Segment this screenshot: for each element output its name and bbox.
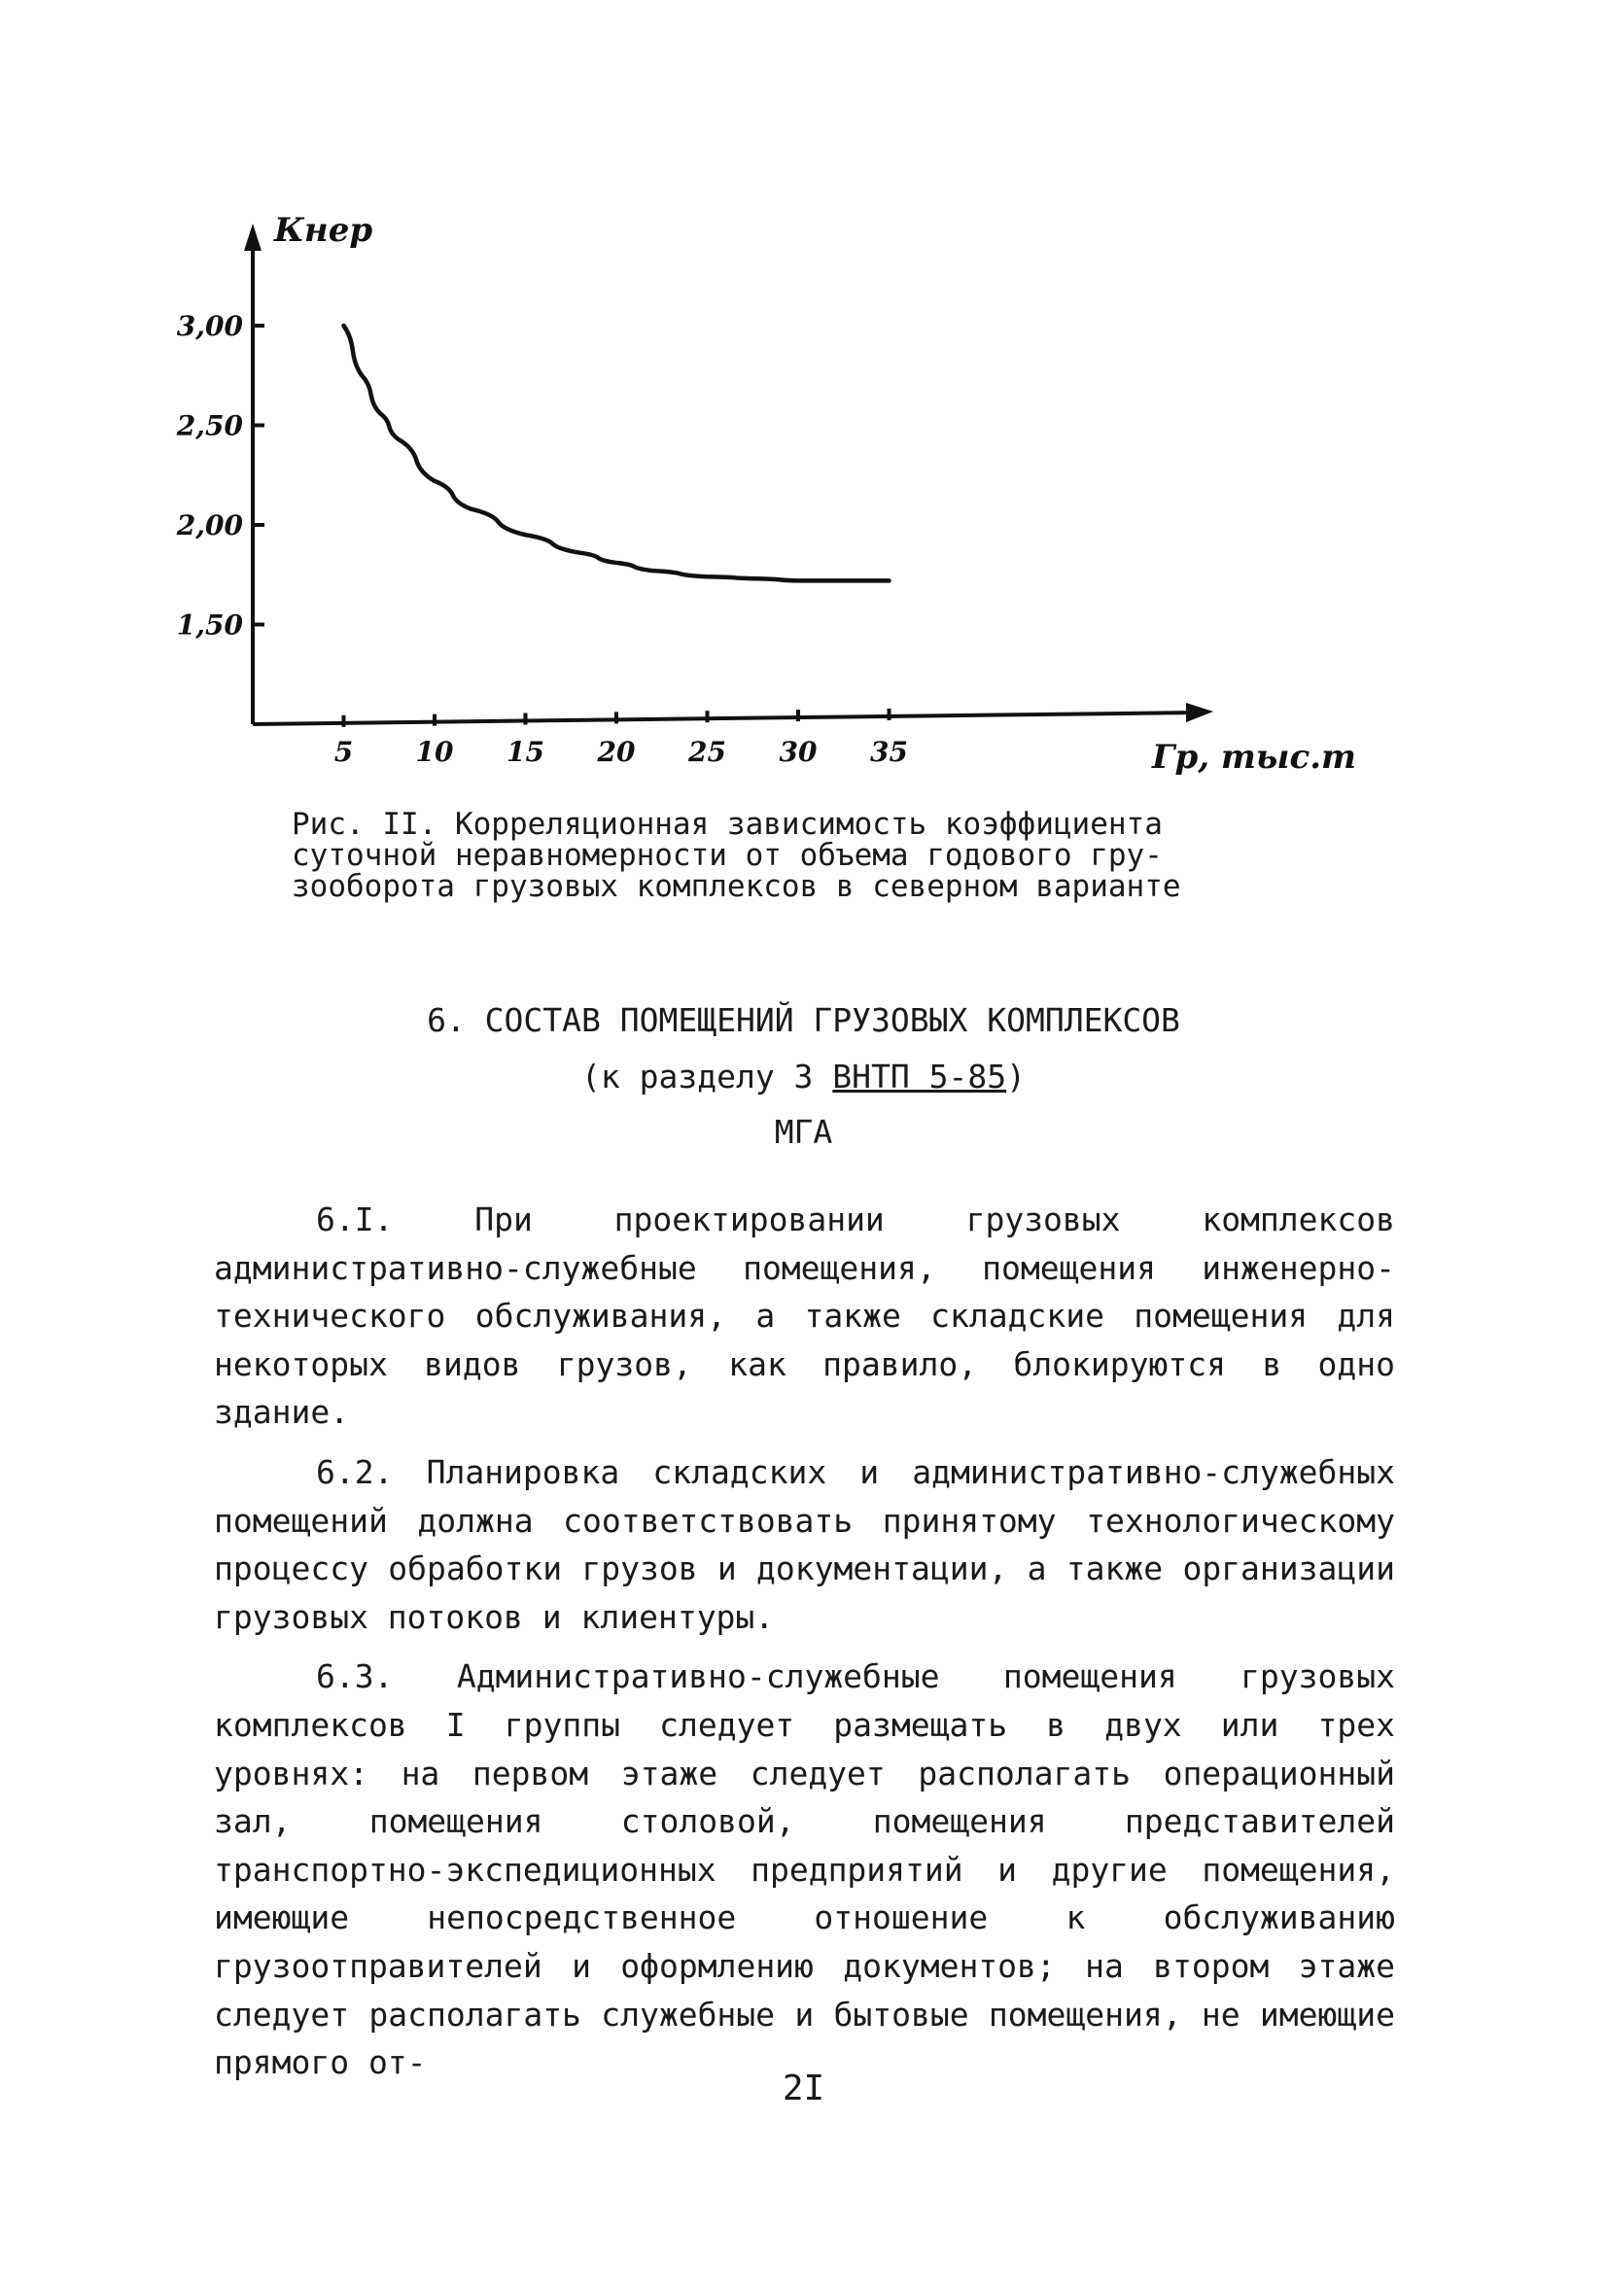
x-axis-line	[253, 713, 1196, 724]
x-tick-label: 15	[507, 736, 544, 768]
figure-caption: Рис. II. Корреляционная зависимость коэффициента суточной неравномерности от объема годового гру- зооборота грузовых комплексов в северном варианте	[292, 807, 1181, 904]
ref-suffix: )	[1006, 1058, 1026, 1096]
x-tick-label: 20	[597, 736, 636, 768]
y-axis-arrow	[244, 224, 262, 251]
y-tick-label: 1,50	[176, 609, 243, 642]
paragraph-6-1: 6.I. При проектировании грузовых комплексов административно-служебные помещения, помещения инженерно-технического обслуживания, а также складские помещения для некоторых видов грузов, как правило, блокируются в одно здание.	[214, 1200, 1395, 1432]
ref-document: ВНТП 5-85	[832, 1058, 1007, 1096]
chart-axes	[244, 224, 1213, 724]
y-axis-label: Кнер	[274, 211, 373, 250]
x-tick-label: 5	[333, 736, 354, 768]
x-tick-label: 10	[415, 736, 454, 768]
paragraph-6-3: 6.3. Административно-служебные помещения грузовых комплексов I группы следует размещать в двух или трех уровнях: на первом этаже следует располагать операционный зал, помещения столовой, помещения представителей транспортно-экспедиционных предприятий и другие помещения, имеющие непосредственное отношение к обслуживанию грузоотправителей и оформлению документов; на втором этаже следует располагать служебные и бытовые помещения, не имеющие прямого от-	[214, 1657, 1395, 2082]
x-tick-label: 25	[688, 736, 726, 768]
x-tick-label: 30	[779, 736, 818, 768]
x-tick-label: 35	[870, 736, 908, 768]
body-text	[214, 1196, 1395, 2099]
ref-prefix: (к разделу 3	[581, 1058, 833, 1096]
paragraph-6-2: 6.2. Планировка складских и административно-служебных помещений должна соответствовать принятому технологическому процессу обработки грузов и документации, а также организации грузовых потоков и клиентуры.	[214, 1452, 1395, 1636]
chart-series	[344, 326, 890, 580]
section-reference	[194, 1058, 1413, 1096]
x-axis-arrow	[1186, 703, 1213, 722]
y-tick-label: 2,50	[176, 409, 243, 442]
correlation-chart	[176, 194, 1357, 797]
section-title: 6. СОСТАВ ПОМЕЩЕНИЙ ГРУЗОВЫХ КОМПЛЕКСОВ	[427, 1001, 1180, 1039]
page-number: 2I	[782, 2069, 825, 2108]
x-axis-label: Гр, тыс.т	[1152, 738, 1357, 777]
series-line	[344, 326, 890, 580]
y-tick-label: 3,00	[176, 310, 243, 342]
ref-organization: МГА	[774, 1113, 833, 1151]
y-tick-label: 2,00	[176, 509, 243, 541]
